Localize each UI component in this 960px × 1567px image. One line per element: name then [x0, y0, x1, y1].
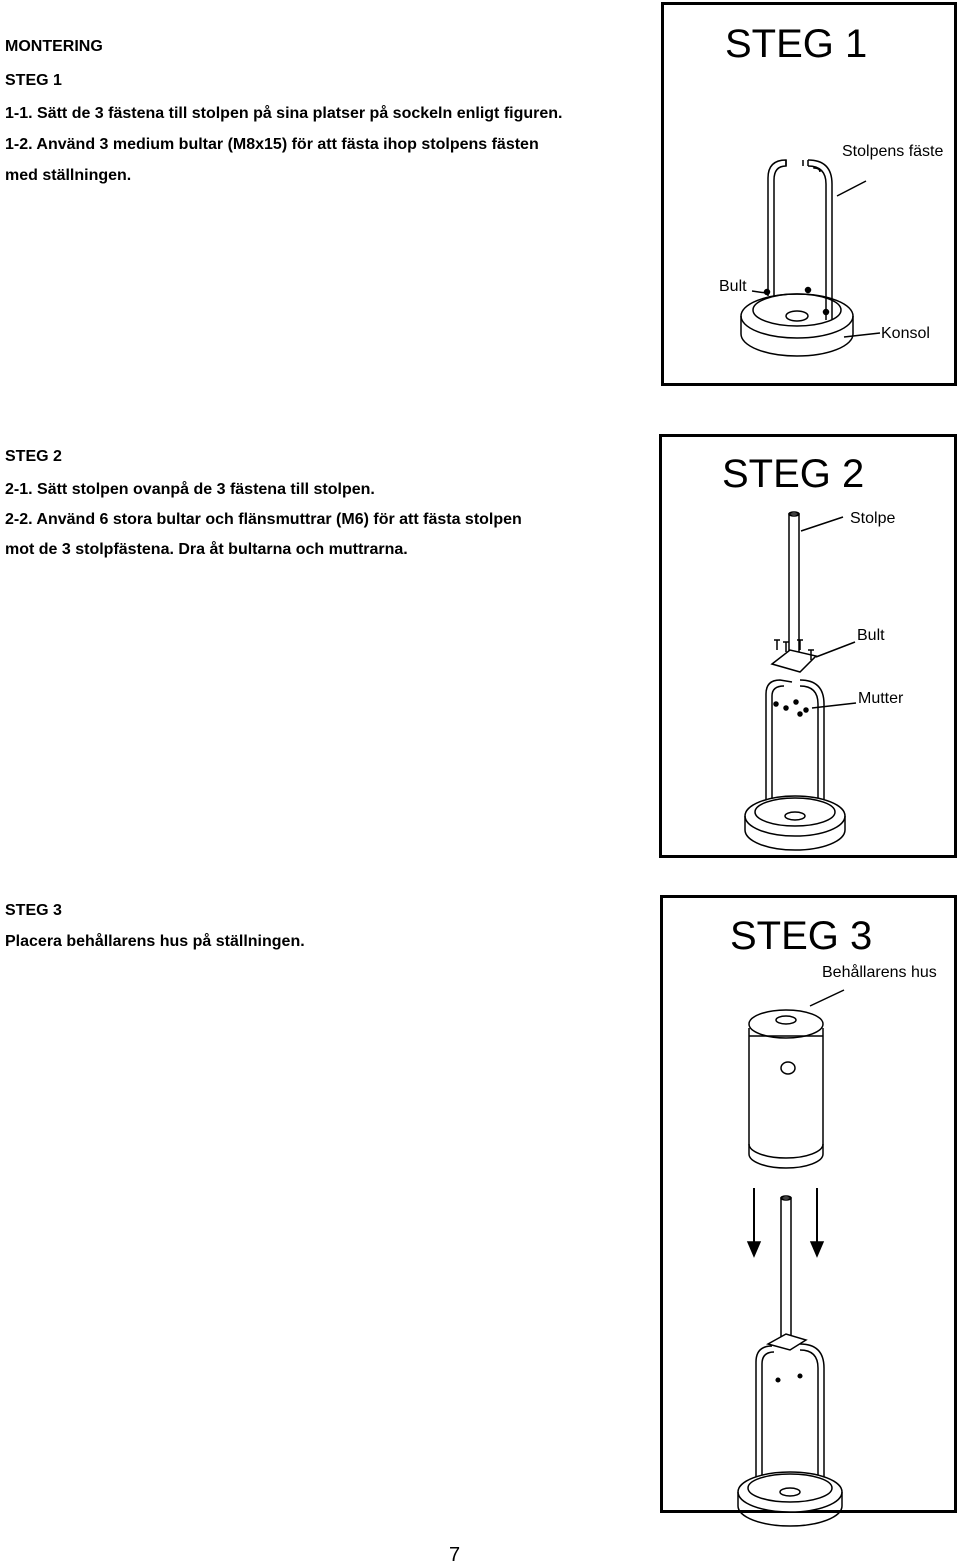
step1-assembly-drawing	[741, 160, 880, 356]
label-pole: Stolpe	[850, 510, 896, 527]
label-post-bracket: Stolpens fäste	[842, 143, 944, 160]
step1-line-1: 1-1. Sätt de 3 fästena till stolpen på sina platser på sockeln enligt figuren.	[5, 105, 563, 122]
label-housing: Behållarens hus	[822, 964, 937, 981]
document-heading: MONTERING	[5, 38, 103, 55]
label-bolt-1: Bult	[719, 278, 747, 295]
step2-figure-title: STEG 2	[722, 452, 865, 496]
step3-title: STEG 3	[5, 902, 62, 919]
step2-title: STEG 2	[5, 448, 62, 465]
page-number: 7	[449, 1544, 461, 1566]
label-bolt-2: Bult	[857, 627, 885, 644]
step2-line-1: 2-1. Sätt stolpen ovanpå de 3 fästena till stolpen.	[5, 481, 375, 498]
step2-assembly-drawing	[745, 512, 856, 850]
step2-line-3: mot de 3 stolpfästena. Dra åt bultarna och muttrarna.	[5, 541, 408, 558]
step3-assembly-drawing	[738, 990, 844, 1526]
step1-figure-title: STEG 1	[725, 22, 868, 66]
step1-title: STEG 1	[5, 72, 62, 89]
label-nut: Mutter	[858, 690, 904, 707]
step1-line-2: 1-2. Använd 3 medium bultar (M8x15) för att fästa ihop stolpens fästen	[5, 136, 539, 153]
step1-line-3: med ställningen.	[5, 167, 132, 184]
step3-figure-title: STEG 3	[730, 914, 873, 958]
step2-line-2: 2-2. Använd 6 stora bultar och flänsmuttrar (M6) för att fästa stolpen	[5, 511, 522, 528]
label-base: Konsol	[881, 325, 930, 342]
step3-line-1: Placera behållarens hus på ställningen.	[5, 933, 305, 950]
